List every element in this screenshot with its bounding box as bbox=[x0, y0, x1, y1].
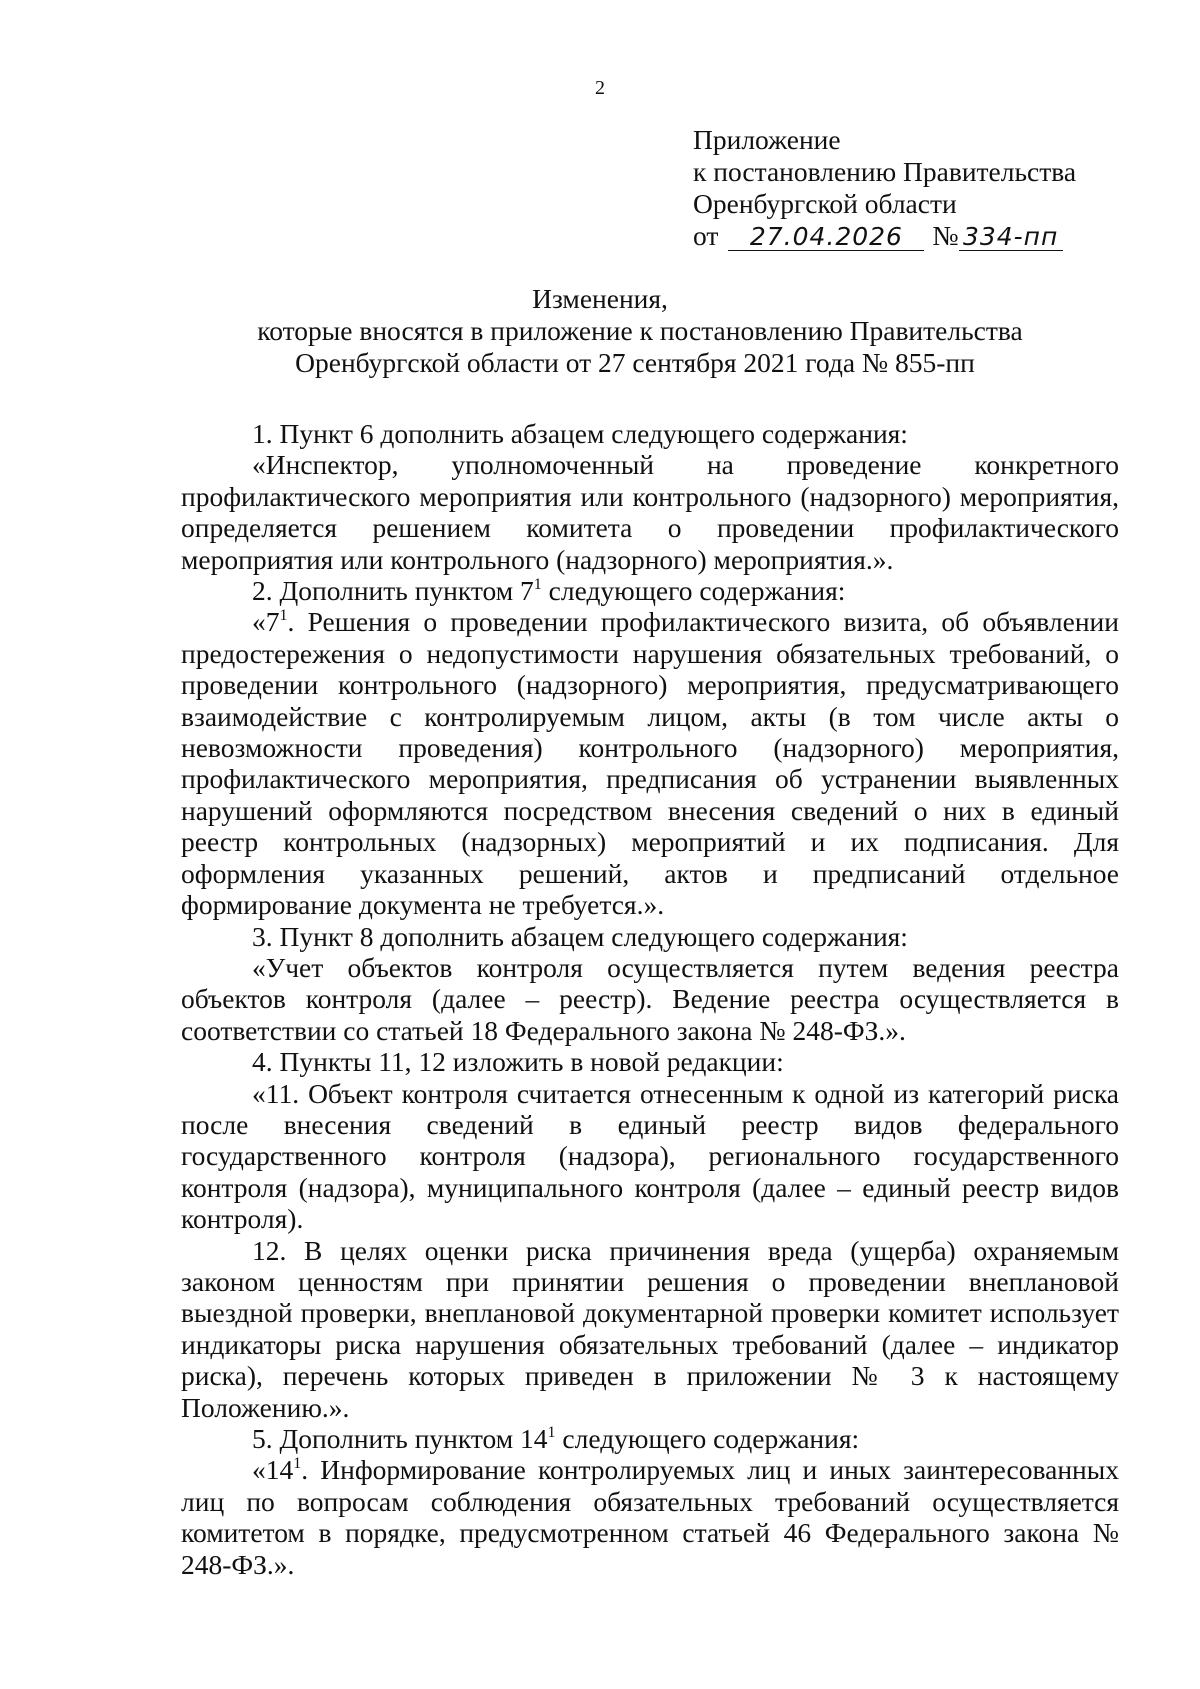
page-number: 2 bbox=[595, 77, 605, 99]
handwritten-date: 27.04.2026 bbox=[728, 224, 924, 251]
item-5 bbox=[181, 1423, 1119, 1454]
item-2-prefix: 2. Дополнить пунктом 7 bbox=[252, 575, 534, 607]
item-5-text-superscript: 1 bbox=[293, 1455, 302, 1473]
item-2-text-superscript: 1 bbox=[279, 607, 288, 625]
from-label: от bbox=[693, 220, 719, 251]
item-3-text: «Учет объектов контроля осуществляется путем ведения реестра объектов контроля (далее – реестр). Ведение реестра осуществляется в соответствии со статьей 18 Федерального закона № 248-ФЗ.». bbox=[181, 951, 1119, 1046]
item-2-text-body: . Решения о проведении профилактического визита, об объявлении предостережения о недопустимости нарушения обязательных требований, о проведении контрольного (надзорного) мероприятия, предусматривающего взаимодействие с контролируемым лицом, акты (в том числе акты о невозможности проведения) контрольного (надзорного) мероприятия, профилактического мероприятия, предписания об устранении выявленных нарушений оформляются посредством внесения сведений о них в единый реестр контрольных (надзорных) мероприятий и их подписания. Для оформления указанных решений, актов и предписаний отдельное формирование документа не требуется.». bbox=[181, 606, 1119, 921]
item-2-text-prefix: «7 bbox=[252, 606, 280, 638]
number-sign: № bbox=[932, 220, 959, 251]
item-5-text-prefix: «14 bbox=[252, 1454, 294, 1486]
item-5-text bbox=[181, 1454, 1119, 1580]
document-title bbox=[0, 283, 1200, 379]
title-line-1: которые вносятся в приложение к постановлению Правительства bbox=[257, 315, 1023, 346]
item-2-suffix: следующего содержания: bbox=[541, 575, 846, 607]
item-2-superscript: 1 bbox=[533, 576, 542, 594]
item-4: 4. Пункты 11, 12 изложить в новой редакции: bbox=[252, 1046, 784, 1078]
document-body bbox=[181, 418, 1119, 1580]
handwritten-number: 334-пп bbox=[959, 224, 1063, 251]
item-2-text bbox=[181, 606, 1119, 920]
appendix-date-line bbox=[693, 220, 1173, 252]
item-5-superscript: 1 bbox=[547, 1424, 556, 1441]
title-heading: Изменения, bbox=[532, 283, 668, 314]
appendix-line-3: Оренбургской области bbox=[693, 188, 957, 219]
appendix-line-1: Приложение bbox=[693, 124, 841, 155]
item-5-suffix: следующего содержания: bbox=[555, 1423, 860, 1454]
appendix-line-2: к постановлению Правительства bbox=[693, 156, 1077, 187]
item-5-prefix: 5. Дополнить пунктом 14 bbox=[252, 1423, 548, 1454]
item-3: 3. Пункт 8 дополнить абзацем следующего содержания: bbox=[252, 920, 908, 952]
item-4-text-2: 12. В целях оценки риска причинения вреда (ущерба) охраняемым законом ценностям при принятии решения о проведении внеплановой выездной проверки, внеплановой документарной проверки комитет использует индикаторы риска нарушения обязательных требований (далее – индикатор риска), перечень которых приведен в приложении № 3 к настоящему Положению.». bbox=[181, 1234, 1119, 1423]
item-1: 1. Пункт 6 дополнить абзацем следующего содержания: bbox=[252, 418, 908, 449]
item-4-text-1: «11. Объект контроля считается отнесенным к одной из категорий риска после внесения сведений в единый реестр видов федерального государственного контроля (надзора), регионального государственного контроля (надзора), муниципального контроля (далее – единый реестр видов контроля). bbox=[181, 1077, 1119, 1235]
item-1-text: «Инспектор, уполномоченный на проведение конкретного профилактического мероприятия или контрольного (надзорного) мероприятия, определяется решением комитета о проведении профилактического мероприятия или контрольного (надзорного) мероприятия.». bbox=[181, 449, 1119, 575]
item-5-text-body: . Информирование контролируемых лиц и иных заинтересованных лиц по вопросам соблюдения обязательных требований осуществляется комитетом в порядке, предусмотренном статьей 46 Федерального закона № 248-ФЗ.». bbox=[181, 1454, 1119, 1580]
title-line-2: Оренбургской области от 27 сентября 2021 года № 855-пп bbox=[295, 347, 975, 378]
appendix-block bbox=[693, 124, 1173, 252]
item-2 bbox=[181, 575, 1119, 606]
